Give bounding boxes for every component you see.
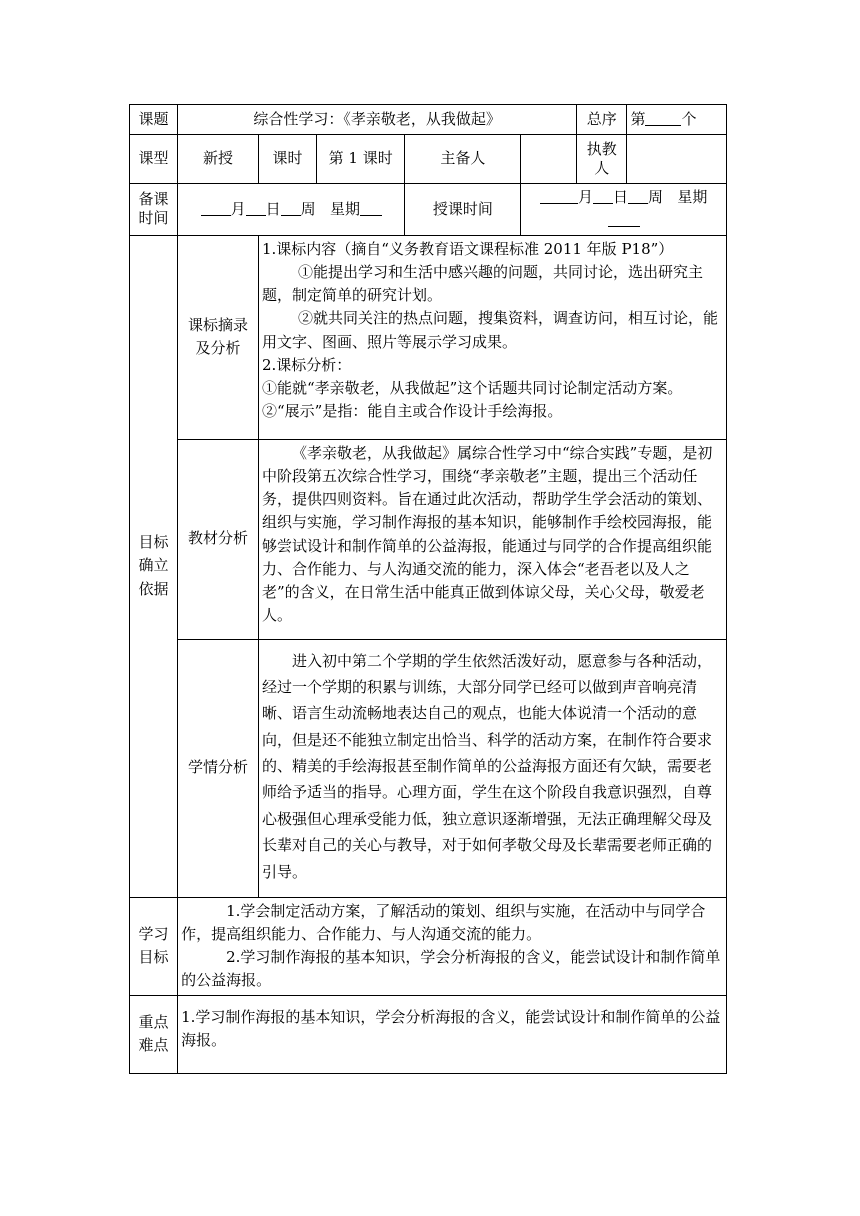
teach-weekday-blank[interactable] xyxy=(608,212,640,227)
prep-month: 月 xyxy=(230,199,246,218)
textbook-content xyxy=(258,439,726,639)
order-prefix: 第 xyxy=(630,109,646,128)
key-points-content xyxy=(178,995,727,1073)
basis-label: 目标确立依据 xyxy=(130,235,178,897)
teach-day-blank[interactable] xyxy=(593,189,613,204)
teach-day: 日 xyxy=(613,188,629,206)
textbook-label: 教材分析 xyxy=(178,439,259,639)
standard-content xyxy=(258,235,726,439)
teach-month: 月 xyxy=(577,188,593,206)
standard-line-5: ①能就“孝亲敬老，从我做起”这个话题共同讨论制定活动方案。 xyxy=(261,379,683,397)
teacher-label: 执教人 xyxy=(577,135,627,184)
teacher-value[interactable] xyxy=(627,135,727,184)
order-field[interactable] xyxy=(627,105,727,135)
type-row xyxy=(130,135,727,184)
standard-label: 课标摘录及分析 xyxy=(178,235,259,439)
type-value: 新授 xyxy=(178,135,259,184)
key-points-row xyxy=(130,995,727,1073)
order-label: 总序 xyxy=(577,105,627,135)
textbook-text: 《孝亲敬老，从我做起》属综合性学习中“综合实践”专题，是初中阶段第五次综合性学习，围绕“孝亲敬老”主题，提出三个活动任务，提供四则资料。旨在通过此次活动，帮助学生学会活动的策划、组织与实施，学习制作海报的基本知识，能够制作手绘校园海报，能够尝试设计和制作简单的公益海报，能通过与同学的合作提高组织能力、合作能力、与人沟通交流的能力，深入体会“老吾老以及人之老”的含义，在日常生活中能真正做到体谅父母，关心父母，敬爱老人。 xyxy=(261,443,713,625)
prep-day: 日 xyxy=(265,199,281,218)
goals-content xyxy=(178,897,727,995)
goals-row xyxy=(130,897,727,995)
students-content xyxy=(258,639,726,897)
teach-week: 周 xyxy=(648,188,664,206)
prep-week-blank[interactable] xyxy=(281,201,301,216)
order-suffix: 个 xyxy=(681,109,697,128)
order-blank[interactable] xyxy=(645,111,681,126)
standard-line-1: 1.课标内容（摘自“义务教育语文课程标准 2011 年版 P18”） xyxy=(261,239,674,258)
title-row xyxy=(130,105,727,135)
prep-time-label: 备课时间 xyxy=(130,184,178,236)
lead-label: 主备人 xyxy=(405,135,521,184)
students-row xyxy=(130,639,727,897)
teach-week-blank[interactable] xyxy=(628,189,648,204)
teach-time-field[interactable] xyxy=(521,184,727,236)
goals-label: 学习目标 xyxy=(130,897,178,995)
key-points-text: 1.学习制作海报的基本知识，学会分析海报的含义，能尝试设计和制作简单的公益海报。 xyxy=(181,1007,721,1049)
lead-value[interactable] xyxy=(521,135,577,184)
students-label: 学情分析 xyxy=(178,639,259,897)
prep-day-blank[interactable] xyxy=(246,201,266,216)
prep-weekday-blank[interactable] xyxy=(360,201,382,216)
students-text: 进入初中第二个学期的学生依然活泼好动，愿意参与各种活动，经过一个学期的积累与训练，大部分同学已经可以做到声音响亮清晰、语言生动流畅地表达自己的观点，也能大体说清一个活动的意向，但是还不能独立制定出恰当、科学的活动方案，在制作符合要求的、精美的手绘海报甚至制作简单的公益海报方面还有欠缺，需要老师给予适当的指导。心理方面，学生在这个阶段自我意识强烈，自尊心极强但心理承受能力低，独立意识逐渐增强，无法正确理解父母及长辈对自己的关心与教导，对于如何孝敬父母及长辈需要老师正确的引导。 xyxy=(261,651,712,881)
hours-value: 第 1 课时 xyxy=(316,135,405,184)
type-label: 课型 xyxy=(130,135,178,184)
lesson-plan-table xyxy=(129,104,727,1074)
prep-time-field[interactable] xyxy=(178,184,405,236)
title-label: 课题 xyxy=(130,105,178,135)
lesson-title: 综合性学习：《孝亲敬老，从我做起》 xyxy=(178,105,577,135)
standard-line-3: ②就共同关注的热点问题，搜集资料，调查访问，相互讨论，能用文字、图画、照片等展示学习成果。 xyxy=(261,309,718,351)
teach-time-label: 授课时间 xyxy=(405,184,521,236)
goal-item-1: 1.学会制定活动方案，了解活动的策划、组织与实施，在活动中与同学合作，提高组织能力、合作能力、与人沟通交流的能力。 xyxy=(181,901,706,943)
teach-weekday: 星期 xyxy=(677,188,708,206)
prep-weekday: 星期 xyxy=(329,199,360,218)
key-points-label: 重点难点 xyxy=(130,995,178,1073)
teach-month-blank[interactable] xyxy=(540,189,578,204)
standard-line-4: 2.课标分析： xyxy=(261,355,352,374)
standard-line-6: ②“展示”是指：能自主或合作设计手绘海报。 xyxy=(261,402,563,421)
standard-line-2: ①能提出学习和生活中感兴趣的问题，共同讨论，选出研究主题，制定简单的研究计划。 xyxy=(261,262,703,304)
prep-month-blank[interactable] xyxy=(201,201,231,216)
prep-week: 周 xyxy=(300,199,316,218)
goal-item-2: 2.学习制作海报的基本知识，学会分析海报的含义，能尝试设计和制作简单的公益海报。 xyxy=(181,948,721,990)
time-row xyxy=(130,184,727,236)
standard-row xyxy=(130,235,727,439)
textbook-row xyxy=(130,439,727,639)
hours-label: 课时 xyxy=(258,135,316,184)
